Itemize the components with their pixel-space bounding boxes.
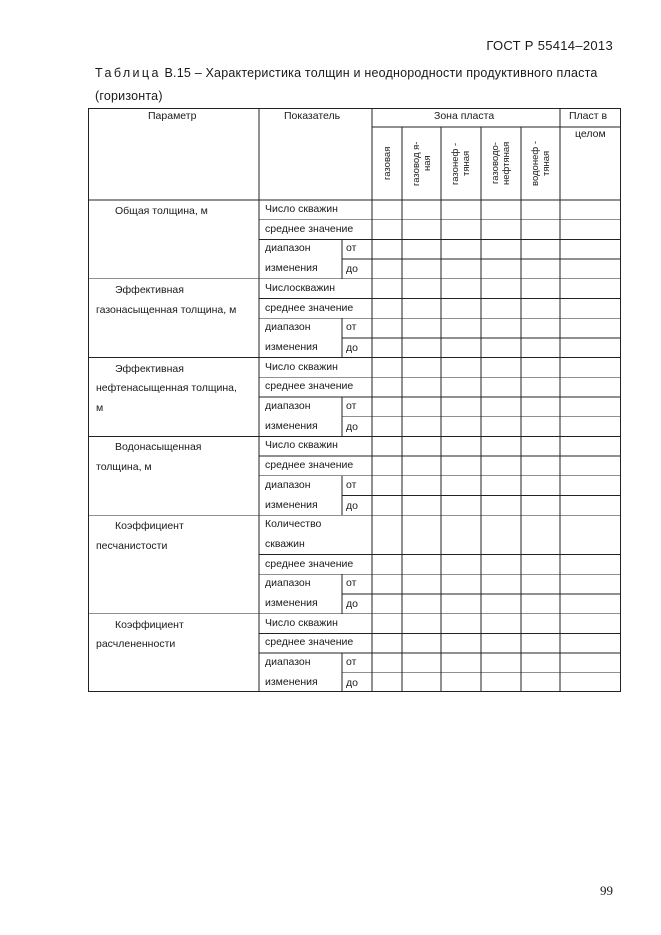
parameter-label: песчанистости <box>96 539 168 552</box>
indicator-range-cont: изменения <box>265 597 318 609</box>
indicator-count: Число скважин <box>265 203 338 215</box>
indicator-range-cont: изменения <box>265 340 318 353</box>
indicator-range-cont: изменения <box>265 498 318 511</box>
range-from: от <box>346 321 357 334</box>
zone-header-5: водонеф - <box>529 141 541 186</box>
range-to: до <box>346 676 358 689</box>
indicator-range-cont: изменения <box>265 262 318 275</box>
indicator-count: скважин <box>265 537 305 550</box>
indicator-range: диапазон <box>265 242 311 255</box>
indicator-count: Числоскважин <box>265 281 336 294</box>
indicator-average: среднее значение <box>265 459 354 472</box>
parameter-label: газонасыщенная толщина, м <box>96 303 237 316</box>
parameter-label: расчлененности <box>96 638 176 651</box>
range-from: от <box>346 656 357 669</box>
header-parameter: Параметр <box>148 110 197 122</box>
indicator-average: среднее значение <box>265 222 354 235</box>
parameter-label: м <box>96 402 104 414</box>
range-to: до <box>346 263 358 276</box>
range-from: от <box>346 242 357 255</box>
caption-label: Таблица <box>95 66 161 80</box>
indicator-range: диапазон <box>265 478 311 491</box>
indicator-count: Число скважин <box>265 616 338 629</box>
range-from: от <box>346 478 357 491</box>
range-to: до <box>346 598 358 610</box>
zone-header-4: нефтяная <box>501 141 512 186</box>
page-number: 99 <box>600 883 613 898</box>
parameter-label: Эффективная <box>115 283 184 296</box>
header-total-line2: целом <box>575 128 606 140</box>
indicator-count: Число скважин <box>265 439 338 452</box>
indicator-count: Число скважин <box>265 360 338 373</box>
range-from: от <box>346 577 357 590</box>
indicator-range: диапазон <box>265 656 311 669</box>
indicator-range: диапазон <box>265 321 311 334</box>
indicator-average: среднее значение <box>265 380 354 393</box>
parameter-label: Коэффициент <box>115 618 184 631</box>
indicator-average: среднее значение <box>265 301 354 314</box>
characteristics-table <box>88 108 621 692</box>
header-indicator: Показатель <box>284 110 341 122</box>
range-from: от <box>346 400 357 412</box>
zone-header-3: тяная <box>461 150 472 177</box>
parameter-label: Коэффициент <box>115 520 184 533</box>
indicator-range-cont: изменения <box>265 419 318 432</box>
parameter-label: нефтенасыщенная толщина, <box>96 382 237 395</box>
indicator-average: среднее значение <box>265 636 354 649</box>
zone-header-2: газовод я- <box>410 141 422 186</box>
indicator-range: диапазон <box>265 400 311 412</box>
indicator-range: диапазон <box>265 577 311 590</box>
range-to: до <box>346 420 358 433</box>
parameter-label: Водонасыщенная <box>115 441 202 454</box>
indicator-average: среднее значение <box>265 557 354 570</box>
zone-header-5: тяная <box>540 150 552 177</box>
parameter-label: Общая толщина, м <box>115 205 208 217</box>
header-total-line1: Пласт в <box>569 110 608 122</box>
zone-header-2: ная <box>421 155 433 172</box>
zone-header-3: газонеф - <box>450 142 461 185</box>
header-zone: Зона пласта <box>434 110 495 122</box>
parameter-label: Эффективная <box>115 362 184 375</box>
caption-text: – Характеристика толщин и неоднородности продуктивного пласта (горизонта) <box>95 66 598 103</box>
parameter-label: толщина, м <box>96 461 152 474</box>
zone-header-4: газоводо- <box>490 142 501 185</box>
range-to: до <box>346 341 358 354</box>
zone-header-1: газовая <box>381 146 393 181</box>
standard-number: ГОСТ Р 55414–2013 <box>486 38 613 53</box>
range-to: до <box>346 499 358 512</box>
indicator-count: Количество <box>265 518 322 531</box>
table-caption <box>95 62 620 108</box>
indicator-range-cont: изменения <box>265 675 318 688</box>
caption-number: В.15 <box>164 66 192 80</box>
